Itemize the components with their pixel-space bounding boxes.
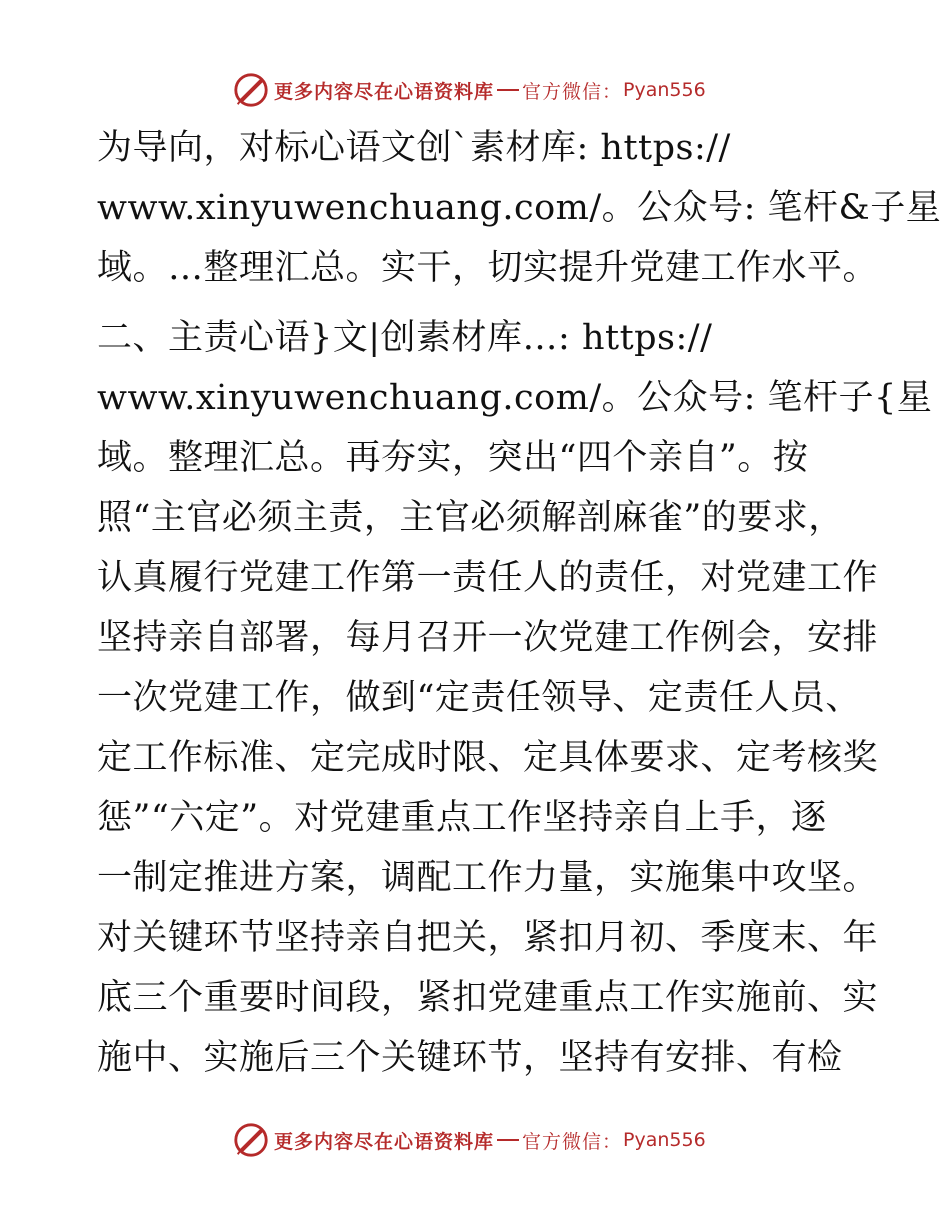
body-line-8: 认真履行党建工作第一责任人的责任，对党建工作 xyxy=(97,558,879,598)
body-line-2: www.xinyuwenchuang.com/。公众号: 笔杆&子星 xyxy=(97,188,942,228)
body-line-15: 底三个重要时间段，紧扣党建重点工作实施前、实 xyxy=(97,978,879,1018)
watermark-label: 官方微信 xyxy=(522,1130,603,1153)
watermark-dash xyxy=(497,1139,519,1141)
body-line-10: 一次党建工作，做到“定责任领导、定责任人员、 xyxy=(97,678,861,718)
body-line-9: 坚持亲自部署，每月召开一次党建工作例会，安排 xyxy=(97,618,879,658)
watermark-account: Pyan556 xyxy=(623,1129,706,1151)
watermark-main-text: 更多内容尽在心语资料库 xyxy=(274,1130,495,1153)
body-line-3: 域。…整理汇总。实干，切实提升党建工作水平。 xyxy=(97,248,879,288)
body-line-13: 一制定推进方案，调配工作力量，实施集中攻坚。 xyxy=(97,858,879,898)
watermark-main-text: 更多内容尽在心语资料库 xyxy=(274,80,495,103)
body-line-7: 照“主官必须主责，主官必须解剖麻雀”的要求， xyxy=(97,498,844,538)
quill-pen-logo-icon xyxy=(232,71,270,109)
body-line-11: 定工作标准、定完成时限、定具体要求、定考核奖 xyxy=(97,738,879,778)
header-watermark-banner xyxy=(232,70,706,110)
body-line-4-section-heading: 二、主责心语}文|创素材库…: https:// xyxy=(97,318,713,358)
watermark-colon: ： xyxy=(602,1130,622,1153)
watermark-label: 官方微信 xyxy=(522,80,603,103)
body-line-6: 域。整理汇总。再夯实，突出“四个亲自”。按 xyxy=(97,438,809,478)
body-line-16: 施中、实施后三个关键环节，坚持有安排、有检 xyxy=(97,1038,843,1078)
body-line-5: www.xinyuwenchuang.com/。公众号: 笔杆子{星 xyxy=(97,378,933,418)
watermark-account: Pyan556 xyxy=(623,79,706,101)
watermark-colon: ： xyxy=(602,80,622,103)
quill-pen-logo-icon xyxy=(232,1121,270,1159)
watermark-dash xyxy=(497,89,519,91)
body-line-14: 对关键环节坚持亲自把关，紧扣月初、季度末、年 xyxy=(97,918,879,958)
body-line-12: 惩”“六定”。对党建重点工作坚持亲自上手，逐 xyxy=(97,798,827,838)
body-line-1: 为导向，对标心语文创`素材库: https:// xyxy=(97,128,731,168)
footer-watermark-banner xyxy=(232,1120,706,1160)
